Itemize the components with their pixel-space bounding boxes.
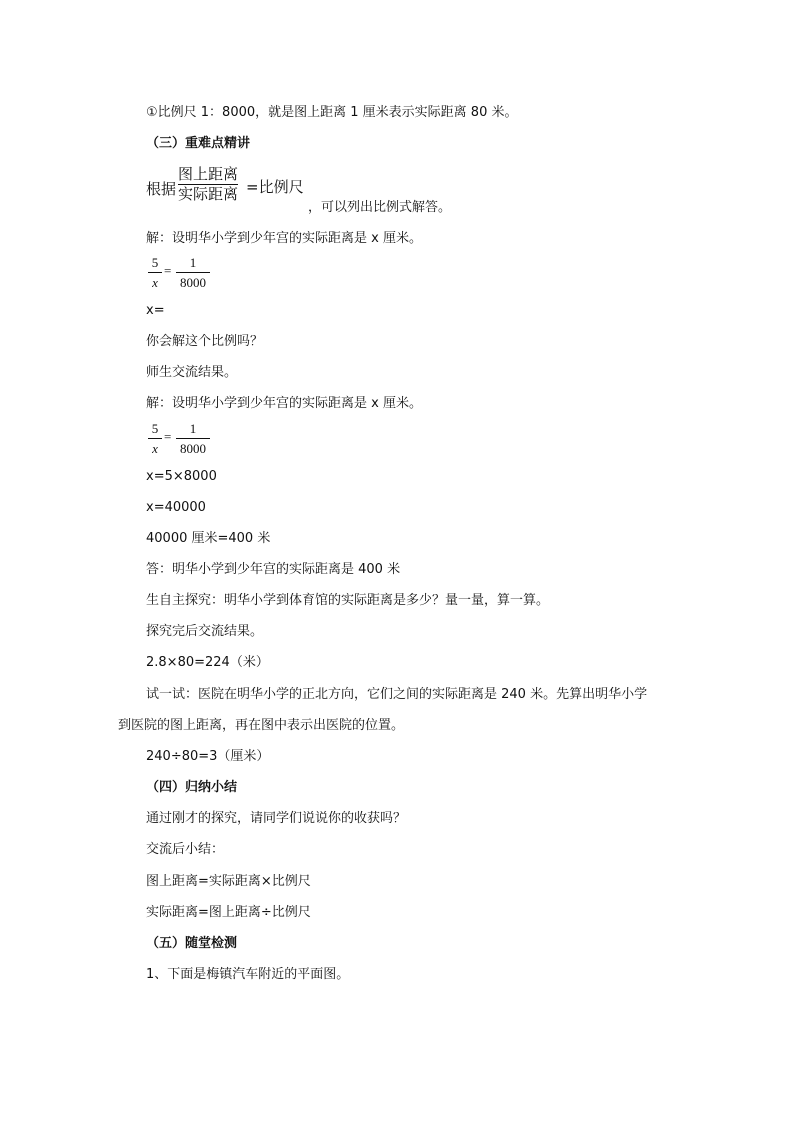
fraction-denominator: 实际距离 bbox=[178, 185, 239, 203]
proportion-2-right-num: 1 bbox=[189, 421, 197, 436]
fraction-bar bbox=[148, 438, 162, 439]
proportion-1-left-den: x bbox=[152, 275, 158, 290]
fraction-bar bbox=[176, 438, 210, 439]
proportion-1-equals: = bbox=[164, 263, 172, 278]
proportion-1-right-den: 8000 bbox=[180, 275, 206, 290]
solution-setup-2: 解：设明华小学到少年宫的实际距离是 x 厘米。 bbox=[146, 396, 422, 411]
share-results: 师生交流结果。 bbox=[146, 365, 238, 380]
calc-step-4: 2.8×80=224（米） bbox=[146, 655, 269, 670]
explore-task: 生自主探究：明华小学到体育馆的实际距离是多少？量一量，算一算。 bbox=[146, 593, 550, 608]
summary-intro: 交流后小结： bbox=[146, 842, 225, 857]
proportion-2-equals: = bbox=[164, 429, 172, 444]
try-it-line-2: 到医院的图上距离，再在图中表示出医院的位置。 bbox=[118, 718, 405, 733]
formula-map-distance: 图上距离=实际距离×比例尺 bbox=[146, 874, 311, 889]
proportion-2-left bbox=[148, 420, 162, 457]
formula-prefix: 根据 bbox=[146, 180, 177, 198]
proportion-2-right bbox=[176, 420, 210, 457]
proportion-1-right bbox=[176, 254, 210, 291]
section-heading-5: （五）随堂检测 bbox=[146, 936, 238, 951]
question-solve: 你会解这个比例吗？ bbox=[146, 334, 264, 349]
section-heading-3: （三）重难点精讲 bbox=[146, 136, 251, 151]
fraction-bar bbox=[176, 272, 210, 273]
proportion-1-left-num: 5 bbox=[151, 255, 159, 270]
explore-share: 探究完后交流结果。 bbox=[146, 624, 264, 639]
calc-step-1: x=5×8000 bbox=[146, 469, 217, 484]
try-it-line-1: 试一试：医院在明华小学的正北方向，它们之间的实际距离是 240 米。先算出明华小学 bbox=[146, 687, 648, 702]
formula-actual-distance: 实际距离=图上距离÷比例尺 bbox=[146, 905, 311, 920]
calc-step-3: 40000 厘米=400 米 bbox=[146, 531, 271, 546]
proportion-2-left-num: 5 bbox=[151, 421, 159, 436]
x-equals-blank: x= bbox=[146, 303, 165, 318]
calc-step-5: 240÷80=3（厘米） bbox=[146, 749, 270, 764]
proportion-1-right-num: 1 bbox=[189, 255, 197, 270]
scale-explanation: ①比例尺 1：8000，就是图上距离 1 厘米表示实际距离 80 米。 bbox=[146, 105, 518, 120]
solution-setup-1: 解：设明华小学到少年宫的实际距离是 x 厘米。 bbox=[146, 231, 422, 246]
section-heading-4: （四）归纳小结 bbox=[146, 780, 238, 795]
test-question-1: 1、下面是梅镇汽车附近的平面图。 bbox=[146, 967, 350, 982]
formula-suffix: ，可以列出比例式解答。 bbox=[308, 200, 452, 215]
fraction-numerator: 图上距离 bbox=[178, 165, 239, 183]
scale-fraction bbox=[178, 166, 238, 203]
fraction-bar bbox=[148, 272, 162, 273]
answer-line: 答：明华小学到少年宫的实际距离是 400 米 bbox=[146, 562, 401, 577]
proportion-2-right-den: 8000 bbox=[180, 441, 206, 456]
formula-equals: =比例尺 bbox=[246, 178, 304, 196]
calc-step-2: x=40000 bbox=[146, 500, 206, 515]
summary-question: 通过刚才的探究，请同学们说说你的收获吗？ bbox=[146, 811, 407, 826]
proportion-2-left-den: x bbox=[152, 441, 158, 456]
proportion-1-left bbox=[148, 254, 162, 291]
